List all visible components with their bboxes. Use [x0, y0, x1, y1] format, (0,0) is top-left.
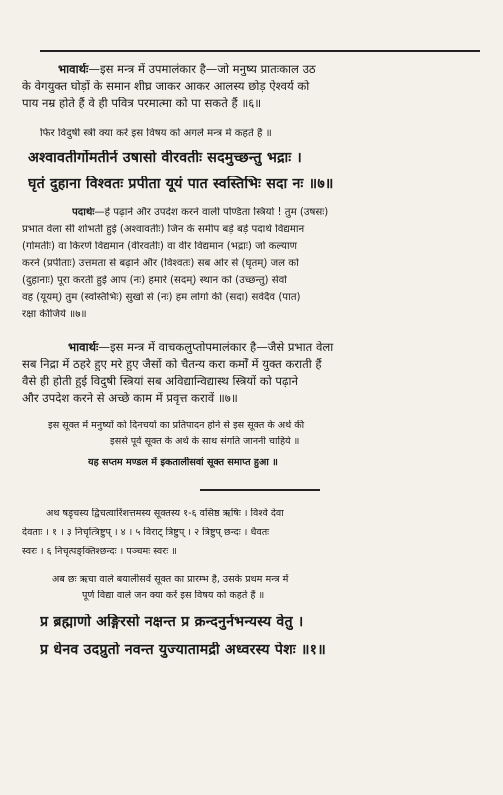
closing-line-2: इससे पूर्व सूक्त के अर्थ के साथ संगति जाननी चाहिये ॥: [110, 436, 300, 447]
closing-line-1: इस सूक्त में मनुष्यों को दिनचर्या का प्रतिपादन होने से इस सूक्त के अर्थ की: [48, 420, 305, 431]
bhavartha-1-line-1: भावार्थः—इस मन्त्र में उपमालंकार है—जो मनुष्य प्रातःकाल उठ: [58, 63, 316, 76]
section-divider: [200, 489, 320, 491]
header-rule: [40, 50, 480, 52]
sukta-intro-line-2: देवताः । १ । ३ निचृत्त्रिष्टुप् । ४ । ५ विराट् त्रिष्टुप् । २ त्रिष्टुप् छन्दः । धैवतः: [22, 527, 270, 538]
closing-line-3: यह सप्तम मण्डल में इकतालीसवां सूक्त समाप्त हुआ ॥: [88, 457, 278, 468]
padartha-line-7: रक्षा कीजिये ॥७॥: [22, 309, 87, 320]
bhavartha-label: भावार्थः: [58, 63, 89, 76]
padartha-line-4: करने (प्रपीताः) उत्तमता से बढ़ाने और (विश्वतः) सब ओर से (घृतम्) जल को: [22, 258, 299, 269]
next-intro-line-2: पूर्ण विद्या वाले जन क्या करें इस विषय को कहते हैं ॥: [82, 590, 265, 601]
padartha-line-6: वह (यूयम्) तुम (स्वस्तिभिः) सुखों से (नः) हम लोगों की (सदा) सर्वदैव (पात): [22, 292, 301, 303]
mantra-1-line-1: प्र ब्रह्माणो अङ्गिरसो नक्षन्त प्र क्रन्दनुर्नभन्यस्य वेतु ।: [40, 614, 304, 630]
bhavartha-1-line-2: के वेगयुक्त घोड़ों के समान शीघ्र जाकर आकर आलस्य छोड़ ऐश्वर्य को: [22, 80, 310, 93]
mantra-intro: फिर विदुषी स्त्री क्या करें इस विषय को अगले मन्त्र में कहते हैं ॥: [40, 128, 272, 139]
bhavartha-2-line-2: सब निद्रा में ठहरे हुए मरे हुए जैसों को चैतन्य करा कर्मों में युक्त कराती हैं: [22, 358, 322, 371]
mantra-7-line-2: घृतं दुहाना विश्वतः प्रपीता यूयं पात स्वस्तिभिः सदा नः ॥७॥: [28, 176, 334, 192]
bhavartha-1-line-3: पाय नम्र होते हैं वे ही पवित्र परमात्मा को पा सकते हैं ॥६॥: [22, 97, 262, 110]
bhavartha-label: भावार्थः: [68, 341, 99, 354]
bhavartha-2-line-1: भावार्थः—इस मन्त्र में वाचकलुप्तोपमालंकार है—जैसे प्रभात वेला: [68, 341, 334, 354]
next-intro-line-1: अब छः ऋचा वाले बयालीसवें सूक्त का प्रारम्भ है, उसके प्रथम मन्त्र में: [52, 574, 289, 585]
padartha-line-1: पदार्थः—हे पढ़ाने और उपदेश करने वाली पण्डिता स्त्रियो ! तुम (उषसः): [72, 207, 329, 218]
bhavartha-2-line-3: वैसे ही होती हुई विदुषी स्त्रियां सब अविद्यान्विद्यास्थ स्त्रियों को पढ़ाने: [22, 375, 298, 388]
sukta-intro-line-1: अथ षडृचस्य द्विचत्वारिंशत्तमस्य सूक्तस्य १-६ वसिष्ठ ऋषिः । विश्वे देवा: [46, 508, 284, 519]
bhavartha-2-line-4: और उपदेश करने से अच्छे काम में प्रवृत्त करावें ॥७॥: [22, 392, 238, 405]
padartha-label: पदार्थः: [72, 207, 95, 218]
padartha-line-2: प्रभात वेला सी शोभती हुई (अश्वावतीः) जिन के समीप बड़े बड़े पदार्थ विद्यमान: [22, 224, 305, 235]
padartha-line-3: (गोमतीः) वा किरणें विद्यमान (वीरवतीः) वा वीर विद्यमान (भद्राः) जो कल्याण: [22, 241, 297, 252]
padartha-line-5: (दुहानाः) पूरा करती हुई आप (नः) हमारे (सदम्) स्थान को (उच्छन्तु) सेवो: [22, 275, 287, 286]
sukta-intro-line-3: स्वरः । ६ निचृत्पङ्क्तिश्छन्दः । पञ्चमः स्वरः ॥: [22, 546, 177, 557]
mantra-7-line-1: अश्वावतीर्गोमतीर्न उषासो वीरवतीः सदमुच्छन्तु भद्राः ।: [28, 150, 303, 166]
mantra-1-line-2: प्र धेनव उदप्रुतो नवन्त युज्यातामद्री अध्वरस्य पेशः ॥१॥: [40, 642, 326, 658]
